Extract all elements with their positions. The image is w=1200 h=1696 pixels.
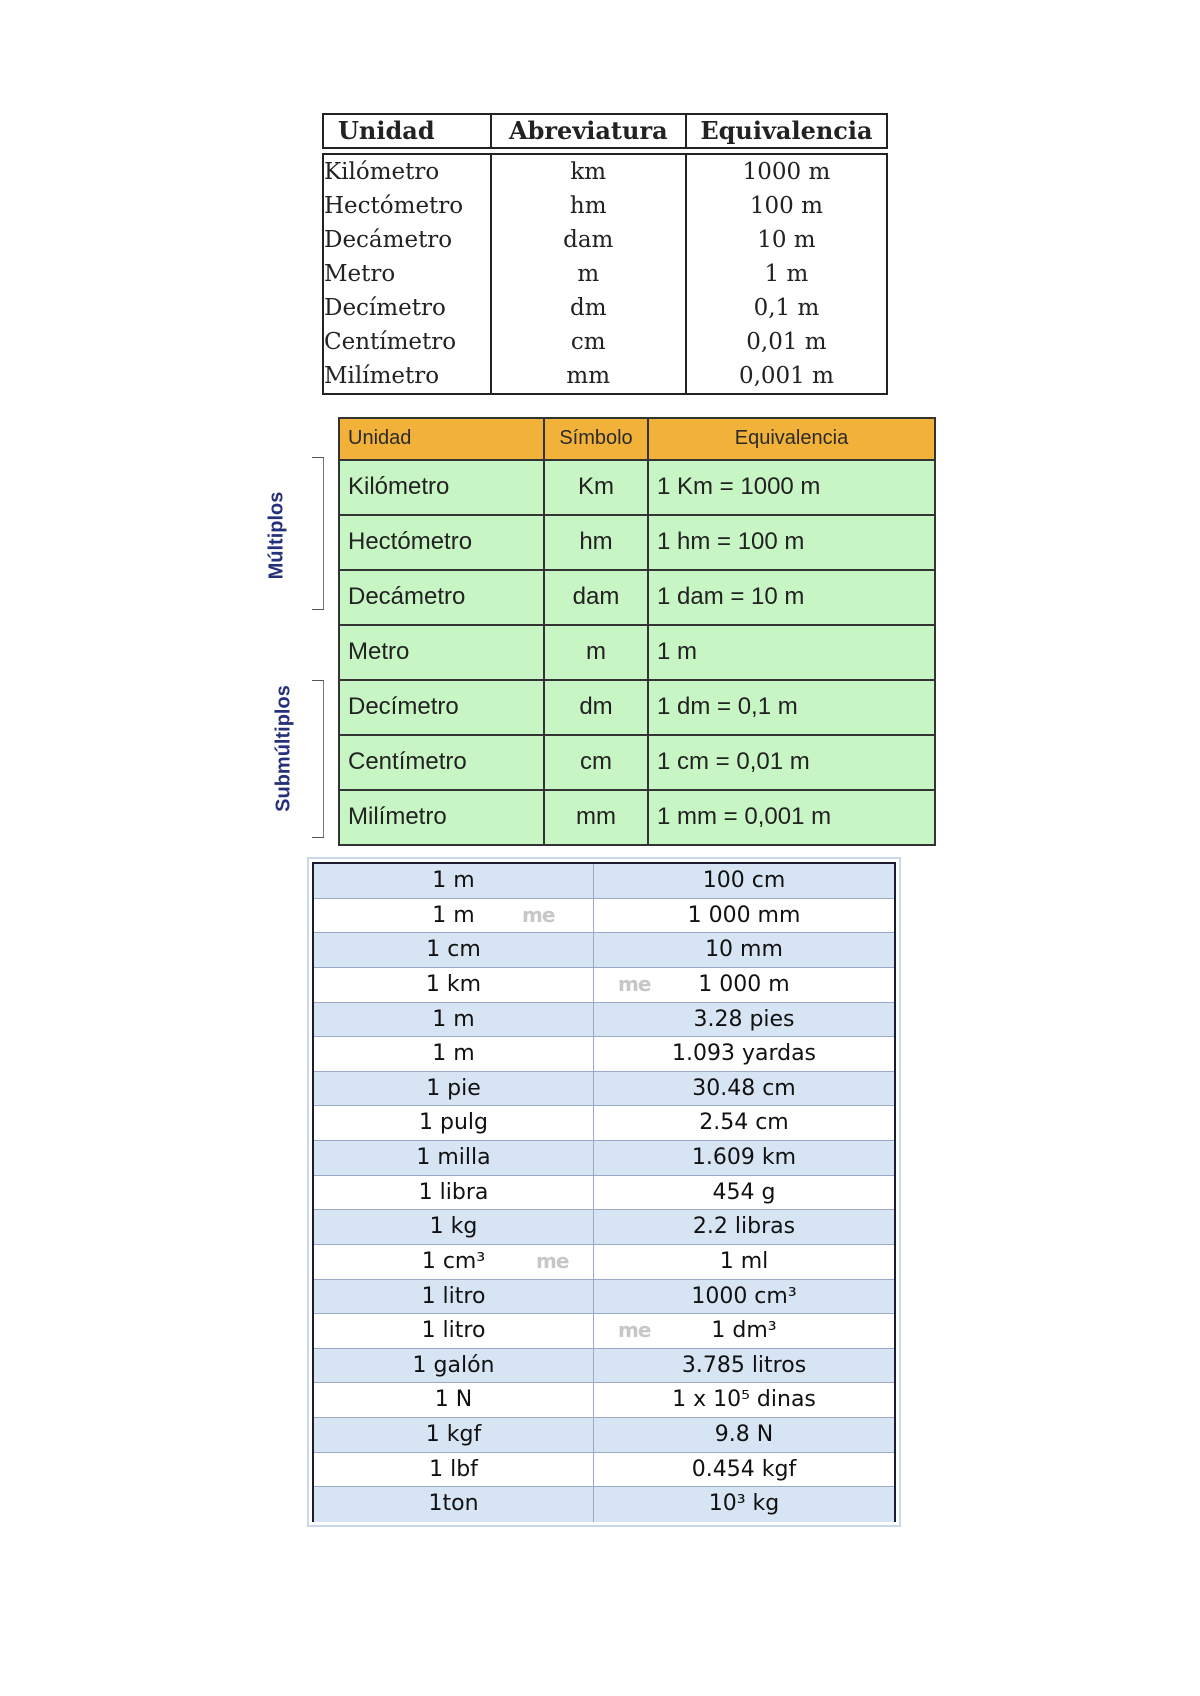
table1-body bbox=[322, 153, 888, 395]
conversion-to: 10³ kg bbox=[708, 1491, 780, 1517]
table2-header-row bbox=[340, 419, 934, 461]
table2-equivalence: 1 dm = 0,1 m bbox=[657, 693, 798, 720]
latex-units-table bbox=[322, 113, 888, 395]
conversion-from: 1ton bbox=[314, 1487, 594, 1522]
conversion-from: 1 cm bbox=[314, 933, 594, 967]
table1-cell: Centímetro bbox=[324, 329, 457, 355]
table2-unit: Hectómetro bbox=[340, 516, 545, 569]
table1-cell: mm bbox=[566, 363, 611, 389]
table2-symbol: cm bbox=[545, 736, 649, 789]
table2-equivalence: 1 m bbox=[657, 638, 698, 665]
watermark-logo: me bbox=[618, 1318, 651, 1343]
table1-cell: Decímetro bbox=[324, 295, 446, 321]
table2-equivalence: 1 Km = 1000 m bbox=[657, 473, 821, 500]
conversion-to: 2.2 libras bbox=[692, 1214, 796, 1240]
table2-unit: Milímetro bbox=[340, 791, 545, 844]
table2-symbol: m bbox=[545, 626, 649, 679]
table2-row bbox=[340, 461, 934, 516]
table1-header-abreviatura: Abreviatura bbox=[490, 115, 685, 147]
conversion-from: 1 kg bbox=[314, 1210, 594, 1244]
conversion-from: 1 milla bbox=[314, 1141, 594, 1175]
conversion-from: 1 m bbox=[314, 1037, 594, 1071]
conversion-row bbox=[314, 1176, 894, 1211]
conversion-to: 454 g bbox=[712, 1179, 776, 1205]
table2-unit: Decámetro bbox=[340, 571, 545, 624]
conversion-row bbox=[314, 1210, 894, 1245]
conversion-from: 1 litro bbox=[314, 1314, 594, 1348]
table2-header-equivalencia: Equivalencia bbox=[734, 427, 849, 449]
table2-row bbox=[340, 791, 934, 844]
conversion-to: 1000 cm³ bbox=[691, 1283, 797, 1309]
conversion-to: 1 x 10⁵ dinas bbox=[672, 1387, 816, 1413]
submultiples-label: Submúltiplos bbox=[272, 685, 295, 812]
conversion-from: 1 m bbox=[314, 899, 594, 933]
table1-header-equivalencia: Equivalencia bbox=[685, 115, 886, 147]
conversion-from: 1 lbf bbox=[314, 1453, 594, 1487]
table1-cell: Metro bbox=[324, 261, 396, 287]
colored-units-table bbox=[338, 417, 936, 846]
table1-header-row bbox=[322, 113, 888, 149]
table1-cell: cm bbox=[570, 329, 606, 355]
conversion-to: 0.454 kgf bbox=[691, 1456, 797, 1482]
table1-cell: 0,1 m bbox=[753, 295, 820, 321]
conversion-from: 1 cm³ bbox=[314, 1245, 594, 1279]
table2-header-simbolo: Símbolo bbox=[545, 419, 649, 459]
table1-cell: 0,01 m bbox=[746, 329, 827, 355]
table2-unit: Centímetro bbox=[340, 736, 545, 789]
conversion-row bbox=[314, 1003, 894, 1038]
conversion-from: 1 galón bbox=[314, 1349, 594, 1383]
conversion-from: 1 m bbox=[314, 1003, 594, 1037]
watermark-logo: me bbox=[536, 1248, 569, 1273]
table1-cell: dam bbox=[563, 227, 614, 253]
conversion-to: 100 cm bbox=[702, 868, 786, 893]
table2-row bbox=[340, 681, 934, 736]
submultiples-bracket bbox=[323, 680, 334, 838]
watermark-logo: me bbox=[522, 902, 555, 927]
conversion-to: 1 000 mm bbox=[687, 902, 801, 928]
conversion-row bbox=[314, 1141, 894, 1176]
conversion-row bbox=[314, 933, 894, 968]
conversion-row bbox=[314, 1487, 894, 1522]
table1-cell: dm bbox=[569, 295, 607, 321]
table1-unit-column bbox=[324, 155, 490, 393]
watermark-logo: me bbox=[618, 971, 651, 996]
conversion-row bbox=[314, 899, 894, 934]
conversion-from: 1 N bbox=[314, 1383, 594, 1417]
table2-symbol: dm bbox=[545, 681, 649, 734]
multiples-bracket bbox=[323, 457, 334, 610]
conversion-row bbox=[314, 1418, 894, 1453]
table2-unit: Metro bbox=[340, 626, 545, 679]
conversion-to: 1 ml bbox=[719, 1248, 769, 1274]
table2-header-unidad: Unidad bbox=[340, 419, 545, 459]
table2-unit: Kilómetro bbox=[340, 461, 545, 514]
table1-cell: Kilómetro bbox=[324, 159, 440, 185]
conversion-from: 1 kgf bbox=[314, 1418, 594, 1452]
table2-symbol: hm bbox=[545, 516, 649, 569]
table2-unit: Decímetro bbox=[340, 681, 545, 734]
table2-equivalence: 1 dam = 10 m bbox=[657, 583, 805, 610]
table1-cell: 100 m bbox=[749, 193, 823, 219]
table2-row bbox=[340, 736, 934, 791]
conversion-row bbox=[314, 1383, 894, 1418]
multiples-label: Múltiplos bbox=[265, 491, 288, 580]
table1-cell: km bbox=[570, 159, 607, 185]
table1-cell: 10 m bbox=[757, 227, 816, 253]
table1-abbrev-column bbox=[490, 155, 685, 393]
table1-cell: Decámetro bbox=[324, 227, 453, 253]
table2-symbol: Km bbox=[545, 461, 649, 514]
table1-cell: 1000 m bbox=[742, 159, 831, 185]
conversion-to: 1.609 km bbox=[691, 1145, 797, 1170]
conversion-from: 1 pulg bbox=[314, 1106, 594, 1140]
table1-cell: hm bbox=[569, 193, 607, 219]
conversion-from: 1 m bbox=[314, 864, 594, 898]
conversion-row bbox=[314, 1106, 894, 1141]
conversion-from: 1 libra bbox=[314, 1176, 594, 1210]
conversion-from: 1 litro bbox=[314, 1280, 594, 1314]
table1-cell: 0,001 m bbox=[738, 363, 834, 389]
conversion-row bbox=[314, 1280, 894, 1315]
conversion-row bbox=[314, 1037, 894, 1072]
table2-equivalence: 1 cm = 0,01 m bbox=[657, 748, 810, 775]
conversion-to: 3.28 pies bbox=[693, 1006, 795, 1032]
table1-cell: Milímetro bbox=[324, 363, 440, 389]
table2-symbol: mm bbox=[545, 791, 649, 844]
conversion-row bbox=[314, 968, 894, 1003]
conversion-row bbox=[314, 1072, 894, 1107]
conversion-to: 9.8 N bbox=[714, 1422, 774, 1447]
conversion-row bbox=[314, 1314, 894, 1349]
table1-equiv-column bbox=[685, 155, 886, 393]
conversion-to: 1 dm³ bbox=[711, 1318, 777, 1344]
conversion-to: 2.54 cm bbox=[699, 1110, 789, 1136]
table1-cell: Hectómetro bbox=[324, 193, 464, 219]
table2-row bbox=[340, 516, 934, 571]
table1-cell: m bbox=[577, 261, 600, 287]
table2-row bbox=[340, 571, 934, 626]
conversion-from: 1 pie bbox=[314, 1072, 594, 1106]
table2-symbol: dam bbox=[545, 571, 649, 624]
conversion-row bbox=[314, 1349, 894, 1384]
conversion-to: 1 000 m bbox=[698, 971, 790, 997]
table1-header-unidad: Unidad bbox=[338, 116, 435, 145]
table2-row bbox=[340, 626, 934, 681]
conversion-to: 3.785 litros bbox=[681, 1352, 807, 1378]
conversion-from: 1 km bbox=[314, 968, 594, 1002]
table2-equivalence: 1 hm = 100 m bbox=[657, 528, 805, 555]
conversion-to: 30.48 cm bbox=[692, 1075, 796, 1101]
table2-equivalence: 1 mm = 0,001 m bbox=[657, 803, 832, 830]
conversion-to: 10 mm bbox=[705, 937, 783, 963]
conversion-table bbox=[312, 862, 896, 1522]
table1-cell: 1 m bbox=[764, 261, 809, 287]
conversion-row bbox=[314, 1453, 894, 1488]
conversion-row bbox=[314, 864, 894, 899]
conversion-to: 1.093 yardas bbox=[671, 1041, 817, 1067]
conversion-row bbox=[314, 1245, 894, 1280]
